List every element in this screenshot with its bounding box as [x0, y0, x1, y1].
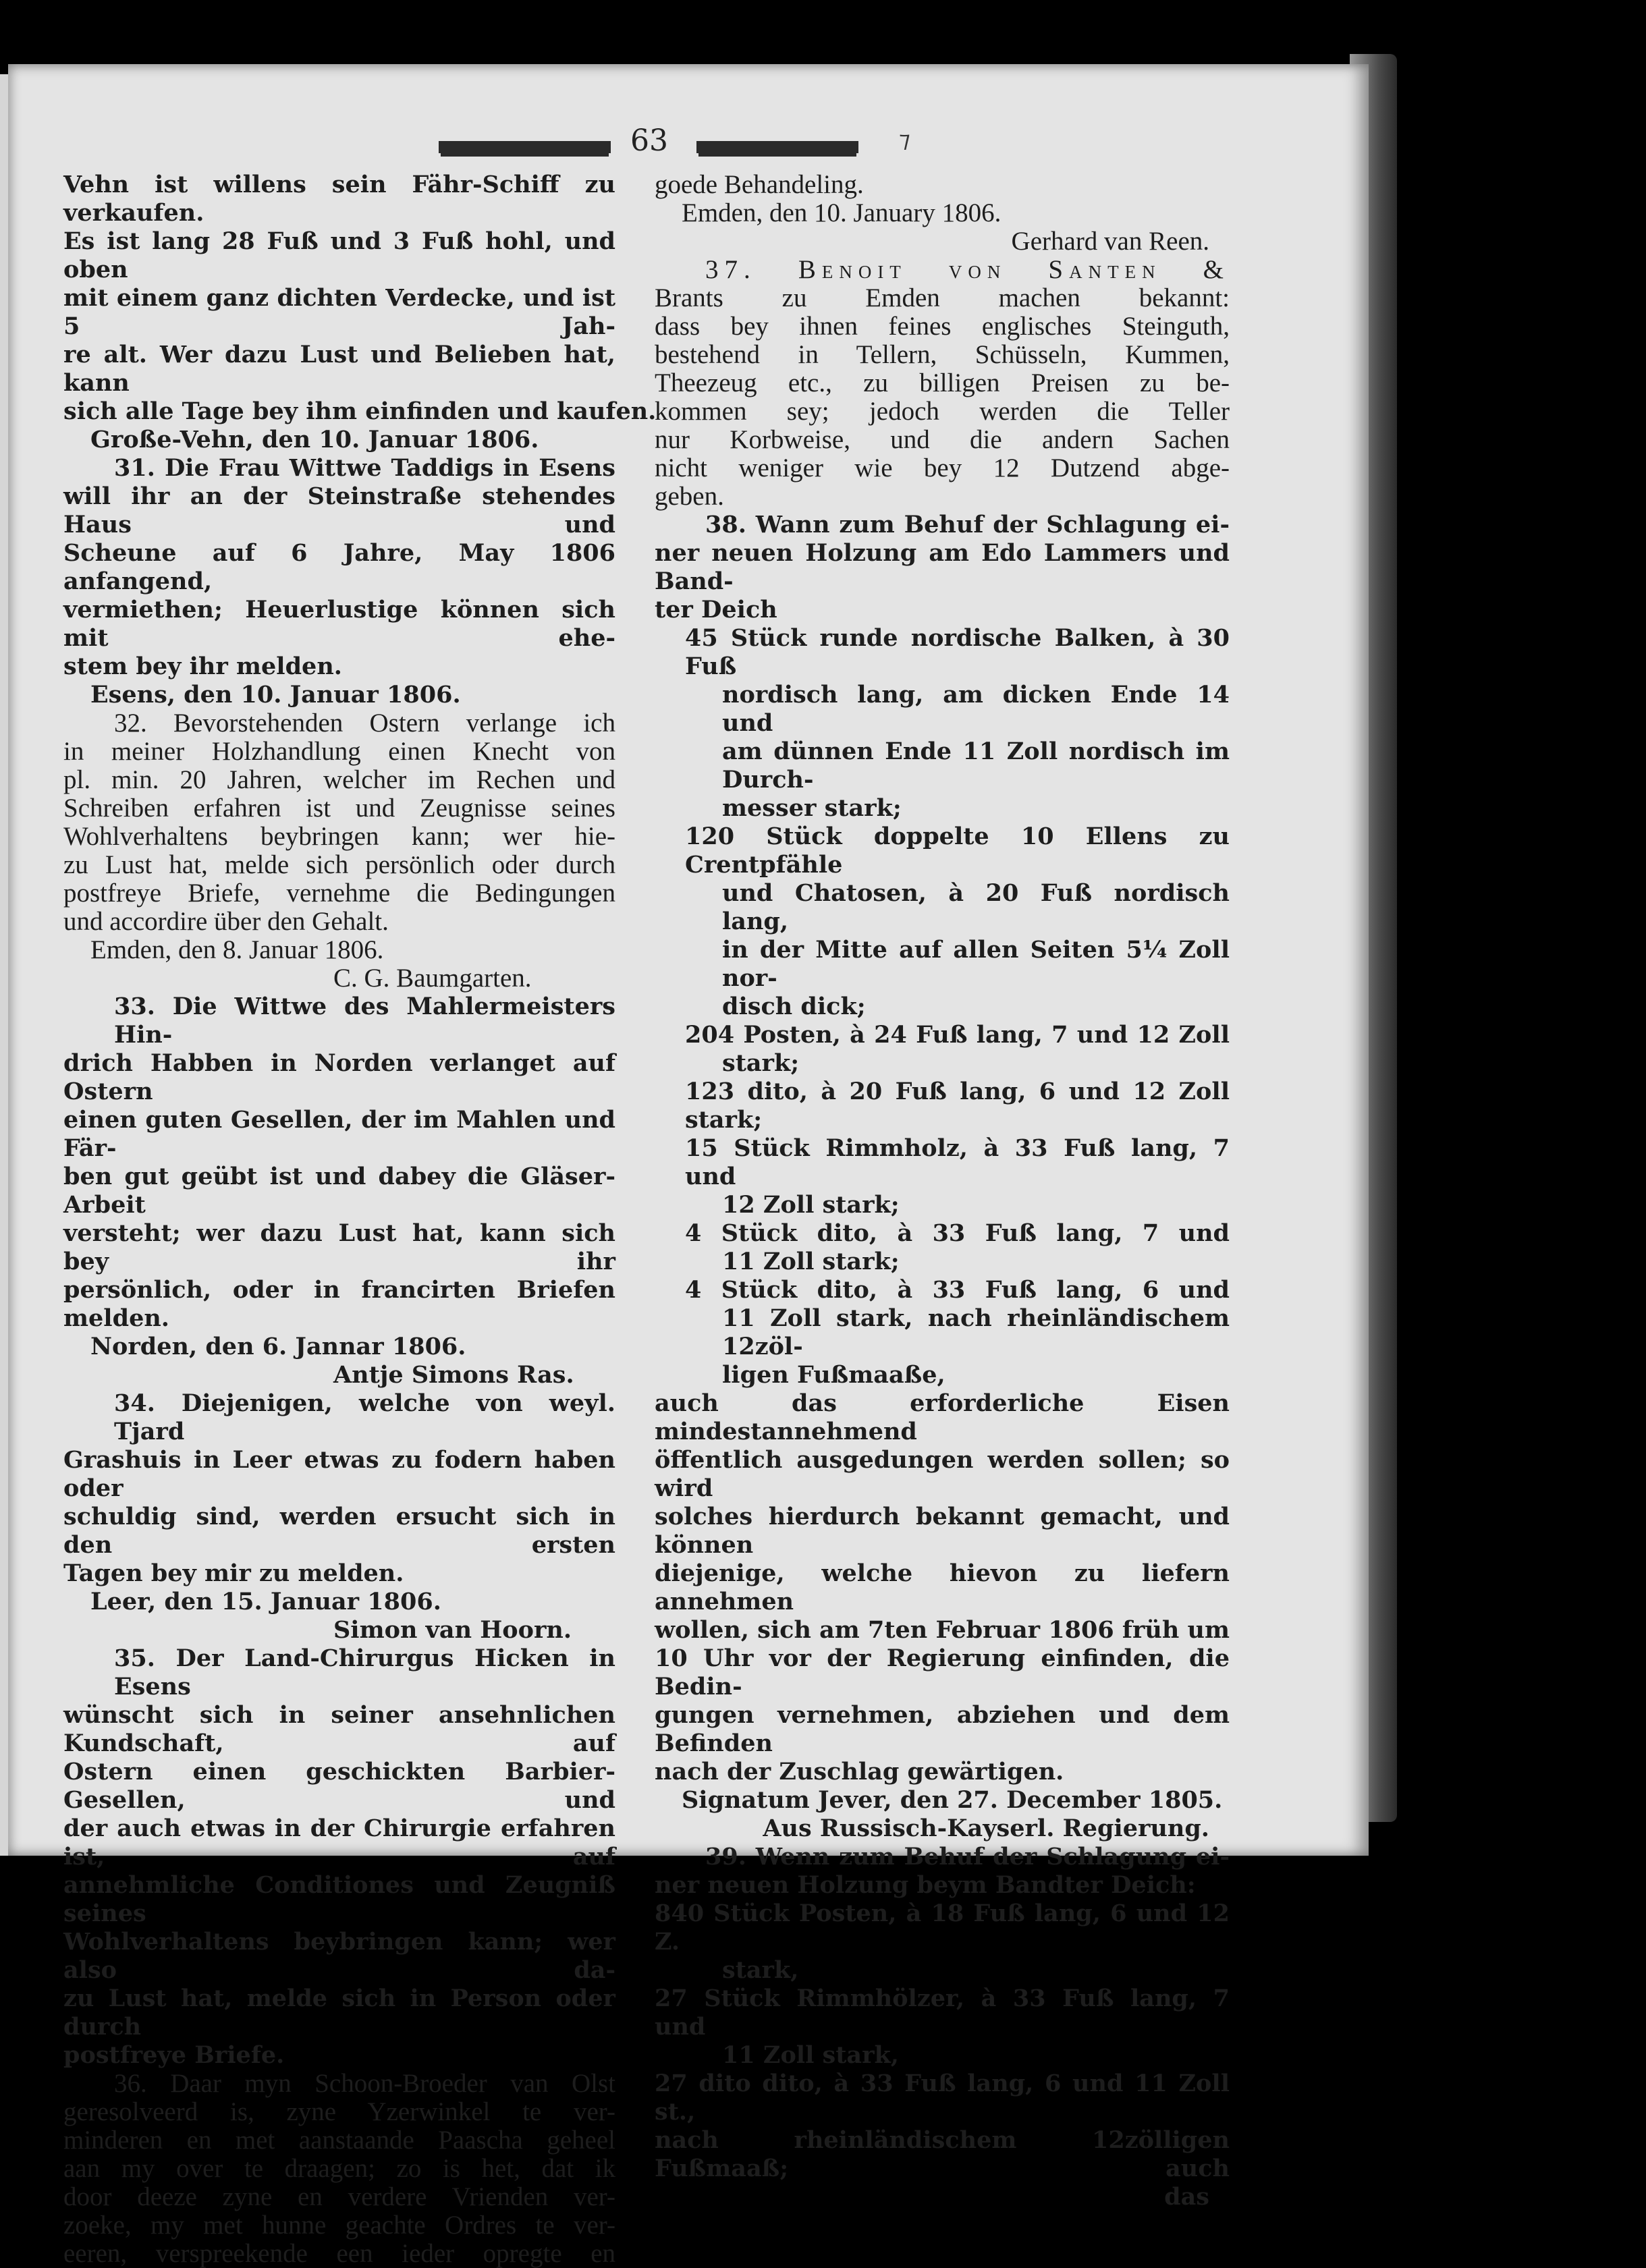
left-column-line: Emden, den 8. Januar 1806. [90, 935, 384, 964]
right-column-line: 27 Stück Rimmhölzer, à 33 Fuß lang, 7 und [655, 1985, 1230, 2041]
header-rule-left [439, 141, 611, 153]
left-column-line: re alt. Wer dazu Lust und Belieben hat, kann [63, 341, 615, 397]
left-column-line: Große-Vehn, den 10. Januar 1806. [90, 426, 539, 453]
page-header [433, 123, 987, 171]
left-column-line: Norden, den 6. Jannar 1806. [90, 1333, 466, 1360]
right-column-line: kommen sey; jedoch werden die Teller [655, 397, 1230, 426]
left-column-line: Ostern einen geschickten Barbier-Gesellen, und [63, 1758, 615, 1814]
right-column-line: Theezeug etc., zu billigen Preisen zu be- [655, 368, 1230, 397]
right-column-line: nicht weniger wie bey 12 Dutzend abge- [655, 453, 1230, 482]
left-column-line: eeren, verspreekende een ieder opregte en [63, 2239, 615, 2268]
left-column-line: 34. Diejenigen, welche von weyl. Tjard [114, 1389, 615, 1445]
left-column-line: der auch etwas in der Chirurgie erfahren ist, auf [63, 1815, 615, 1871]
right-column-line: 15 Stück Rimmholz, à 33 Fuß lang, 7 und [685, 1134, 1230, 1190]
right-column-line: Brants zu Emden machen bekannt: [655, 283, 1230, 312]
left-column-line: pl. min. 20 Jahren, welcher im Rechen und [63, 765, 615, 794]
right-column-line: 12 Zoll stark; [722, 1191, 900, 1219]
right-column-line: 4 Stück dito, à 33 Fuß lang, 6 und [685, 1276, 1230, 1304]
left-column-line: ben gut geübt ist und dabey die Gläser-Arbeit [63, 1163, 615, 1219]
right-column-line: 11 Zoll stark, [722, 2041, 899, 2069]
left-column-line: wünscht sich in seiner ansehnlichen Kundschaft, auf [63, 1701, 615, 1757]
right-column-line: 45 Stück runde nordische Balken, à 30 Fuß [685, 624, 1230, 680]
right-column-line: nach rheinländischem 12zölligen Fußmaaß; auch [655, 2126, 1230, 2182]
left-column-line: einen guten Gesellen, der im Mahlen und Fär- [63, 1106, 615, 1162]
right-column-line: 37. Benoit von Santen & [705, 255, 1230, 284]
right-column-line: 27 dito dito, à 33 Fuß lang, 6 und 11 Zoll st., [655, 2070, 1230, 2126]
left-column-line: annehmliche Conditiones und Zeugniß seines [63, 1871, 615, 1927]
right-column-line: nordisch lang, am dicken Ende 14 und [722, 681, 1230, 737]
right-column-line: dass bey ihnen feines englisches Steinguth, [655, 312, 1230, 341]
left-column-line: Scheune auf 6 Jahre, May 1806 anfangend, [63, 539, 615, 595]
right-column-line: Aus Russisch-Kayserl. Regierung. [763, 1815, 1209, 1842]
left-column-line: zu Lust hat, melde sich in Person oder durch [63, 1985, 615, 2041]
right-column-line: 39. Wenn zum Behuf der Schlagung ei- [705, 1843, 1230, 1871]
right-column-line: 10 Uhr vor der Regierung einfinden, die Bedin- [655, 1644, 1230, 1700]
right-column-line: ner neuen Holzung am Edo Lammers und Band- [655, 539, 1230, 595]
right-column-line: wollen, sich am 7ten Februar 1806 früh um [655, 1616, 1230, 1644]
left-column-line: Antje Simons Ras. [333, 1361, 574, 1389]
right-column-line: bestehend in Tellern, Schüsseln, Kummen, [655, 340, 1230, 369]
right-column-line: messer stark; [722, 794, 902, 822]
right-column-line: nach der Zuschlag gewärtigen. [655, 1758, 1064, 1786]
left-column-line: Leer, den 15. Januar 1806. [90, 1588, 441, 1615]
right-column-line: und Chatosen, à 20 Fuß nordisch lang, [722, 879, 1230, 935]
right-column-line: 123 dito, à 20 Fuß lang, 6 und 12 Zoll stark; [685, 1078, 1230, 1134]
right-column-line: am dünnen Ende 11 Zoll nordisch im Durch- [722, 738, 1230, 794]
left-column-line: Wohlverhaltens beybringen kann; wer also da- [63, 1928, 615, 1984]
right-column-line: diejenige, welche hievon zu liefern annehmen [655, 1559, 1230, 1615]
left-column-line: persönlich, oder in francirten Briefen melden. [63, 1276, 615, 1332]
left-column-line: versteht; wer dazu Lust hat, kann sich bey ihr [63, 1219, 615, 1275]
right-column-line: disch dick; [722, 993, 866, 1020]
right-column-line: solches hierdurch bekannt gemacht, und können [655, 1503, 1230, 1559]
right-column-line: 11 Zoll stark, nach rheinländischem 12zöl- [722, 1304, 1230, 1360]
left-column-line: Tagen bey mir zu melden. [63, 1559, 404, 1587]
left-column-line: postfreye Briefe, vernehme die Bedingungen [63, 879, 615, 908]
right-column-line: stark; [722, 1049, 800, 1077]
right-column-line: goede Behandeling. [655, 170, 864, 199]
right-column-line: das [1164, 2183, 1209, 2211]
left-column-line: drich Habben in Norden verlanget auf Ostern [63, 1049, 615, 1105]
left-column-line: Wohlverhaltens beybringen kann; wer hie- [63, 822, 615, 851]
left-column-line: Esens, den 10. Januar 1806. [90, 681, 461, 709]
left-column-line: Simon van Hoorn. [333, 1616, 572, 1644]
right-column-line: auch das erforderliche Eisen mindestannehmend [655, 1389, 1230, 1445]
left-column-line: aan my over te draagen; zo is het, dat ik [63, 2154, 615, 2183]
left-column-line: 33. Die Wittwe des Mahlermeisters Hin- [114, 993, 615, 1049]
left-column-line: minderen en met aanstaande Paascha geheel [63, 2126, 615, 2155]
right-column-line: ter Deich [655, 596, 777, 624]
right-column-line: 4 Stück dito, à 33 Fuß lang, 7 und [685, 1219, 1230, 1247]
left-column-line: stem bey ihr melden. [63, 653, 342, 680]
right-column-line: öffentlich ausgedungen werden sollen; so wird [655, 1446, 1230, 1502]
book-page [8, 64, 1369, 2268]
right-column [655, 171, 1230, 2211]
left-column-line: 32. Bevorstehenden Ostern verlange ich [114, 709, 615, 738]
right-column-line: stark, [722, 1956, 799, 1984]
right-column-line: nur Korbweise, und die andern Sachen [655, 425, 1230, 454]
right-column-line: 11 Zoll stark; [722, 1248, 900, 1275]
left-column-line: 31. Die Frau Wittwe Taddigs in Esens [114, 454, 615, 482]
left-column-line: in meiner Holzhandlung einen Knecht von [63, 737, 615, 766]
header-mark: ⁊ [899, 126, 910, 153]
left-column-line: C. G. Baumgarten. [333, 964, 532, 993]
facing-page-edge [0, 74, 8, 1856]
left-column-line: vermiethen; Heuerlustige können sich mit ehe- [63, 596, 615, 652]
right-column-line: 120 Stück doppelte 10 Ellens zu Crentpfähle [685, 823, 1230, 879]
right-column-line: ner neuen Holzung beym Bandter Deich: [655, 1871, 1196, 1899]
left-column-line: Grashuis in Leer etwas zu fodern haben oder [63, 1446, 615, 1502]
right-column-line: in der Mitte auf allen Seiten 5¼ Zoll nor- [722, 936, 1230, 992]
left-column-line: Vehn ist willens sein Fähr-Schiff zu verkaufen. [63, 171, 615, 227]
left-column-line: postfreye Briefe. [63, 2041, 285, 2069]
right-column-line: 840 Stück Posten, à 18 Fuß lang, 6 und 12 Z. [655, 1900, 1230, 1956]
right-column-line: geben. [655, 482, 724, 511]
left-column-line: will ihr an der Steinstraße stehendes Haus und [63, 482, 615, 538]
right-column-line: 204 Posten, à 24 Fuß lang, 7 und 12 Zoll [685, 1021, 1230, 1049]
right-column-line: gungen vernehmen, abziehen und dem Befinden [655, 1701, 1230, 1757]
left-column-line: schuldig sind, werden ersucht sich in den ersten [63, 1503, 615, 1559]
right-column-line: Emden, den 10. January 1806. [682, 198, 1002, 227]
left-column-line: 36. Daar myn Schoon-Broeder van Olst [114, 2069, 615, 2098]
left-column-line: Schreiben erfahren ist und Zeugnisse seines [63, 794, 615, 823]
left-column-line: door deeze zyne en verdere Vrienden ver- [63, 2182, 615, 2211]
left-column-line: sich alle Tage bey ihm einfinden und kaufen. [63, 397, 657, 425]
right-column-line: ligen Fußmaaße, [722, 1361, 945, 1389]
page-number: 63 [630, 123, 668, 158]
left-column-line: geresolveerd is, zyne Yzerwinkel te ver- [63, 2097, 615, 2126]
left-column-line: 35. Der Land-Chirurgus Hicken in Esens [114, 1644, 615, 1700]
right-column-line: Signatum Jever, den 27. December 1805. [682, 1786, 1223, 1814]
left-column-line: mit einem ganz dichten Verdecke, und ist 5 Jah- [63, 284, 615, 340]
header-rule-right [696, 141, 858, 153]
left-column-line: zoeke, my met hunne geachte Ordres te ver- [63, 2211, 615, 2240]
left-column-line: Es ist lang 28 Fuß und 3 Fuß hohl, und oben [63, 227, 615, 283]
left-column-line: und accordire über den Gehalt. [63, 907, 389, 936]
right-column-line: 38. Wann zum Behuf der Schlagung ei- [705, 511, 1230, 538]
left-column-line: zu Lust hat, melde sich persönlich oder durch [63, 850, 615, 879]
left-column [63, 171, 657, 2268]
right-column-line: Gerhard van Reen. [1011, 227, 1209, 256]
